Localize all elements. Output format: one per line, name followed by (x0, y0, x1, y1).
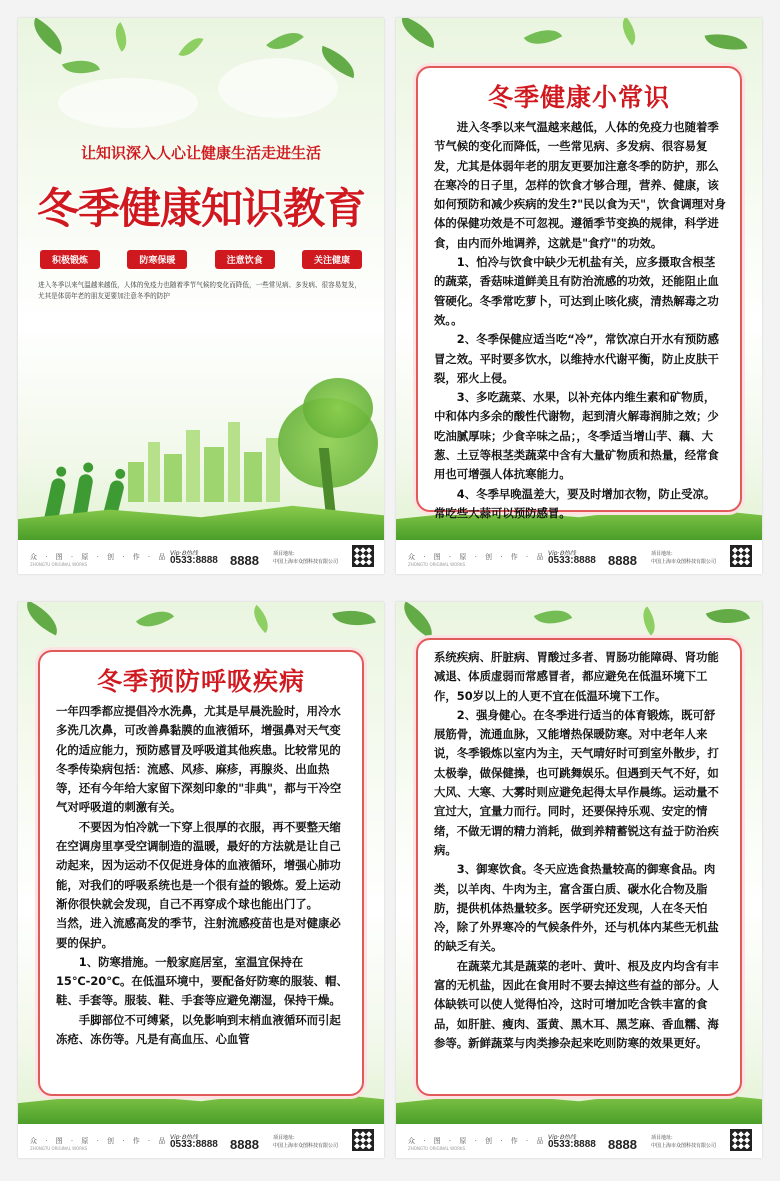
leaf-icon (636, 606, 662, 635)
card-title: 冬季预防呼吸疾病 (96, 667, 305, 696)
leaf-icon (615, 18, 642, 45)
poster-title: 冬季健康知识教育 (36, 184, 365, 233)
card-body (418, 640, 740, 1053)
building-shape (164, 454, 182, 502)
poster-respiratory-prevention-continued (396, 602, 762, 1158)
cloud-decoration (58, 78, 198, 128)
footer (396, 1124, 762, 1158)
paragraph: 2、强身健心。在冬季进行适当的体育锻炼，既可舒展筋骨，流通血脉，又能增热保暖防寒。对中老年人来说，冬季锻炼以室内为主，天气晴好时可到室外散步，打太极拳，做保健操，也可跳舞娱乐。但遇到天气不好，如大风、大寒、大雾时则应避免起得太早作晨练。运动量不宜过大，宜量力而行。同时，还要保持乐观、安定的情绪，不做无谓的精力消耗，做到养精蓄锐这有益于防治疾病。 (434, 707, 719, 857)
qr-code-icon (352, 1129, 374, 1151)
leaf-icon (524, 21, 562, 54)
footer-tiny-text: ZHONGTU ORIGINAL WORKS (30, 562, 88, 567)
paragraph: 在蔬菜尤其是蔬菜的老叶、黄叶、根及皮内均含有丰富的无机盐，因此在食用时不要去掉这些有益的部分。人体缺铁可以使人觉得怕冷，这时可增加吃含铁丰富的食品，如肝脏、瘦肉、蛋黄、黑木耳、黑芝麻、香血糯、海参等。新鲜蔬菜与肉类掺杂起来吃则防寒的效果更好。 (434, 958, 719, 1050)
footer-phone-2: 8888 (230, 1137, 259, 1152)
leaf-icon (266, 23, 304, 59)
footer-vip-label: Vip·Ꞝ热线 (170, 550, 198, 557)
leaf-icon (20, 602, 65, 636)
footer-vip-label: Vip·Ꞝ热线 (548, 1134, 576, 1141)
cloud-decoration (218, 58, 338, 118)
card-body (40, 698, 362, 1049)
paragraph: 进入冬季以来气温越来越低，人体的免疫力也随着季节气候的变化而降低，一些常见病、多发病、很容易复发，尤其是体弱年老的朋友更要加注意冬季的防护，那么在寒冷的日子里，怎样的饮食才够合理，营养、健康，该如何预防和减少疾病的发生?"民以食为天"，饮食调理对身体的保健功效是不可忽视。遵循季节变换的规律，科学进食，由内而外地调养，这就是"食疗"的功效。 (434, 120, 726, 250)
building-shape (186, 430, 200, 502)
footer-tiny-text: ZHONGTU ORIGINAL WORKS (408, 1146, 466, 1151)
footer-vip-label: Vip·Ꞝ热线 (548, 550, 576, 557)
leaf-icon (62, 53, 100, 82)
paragraph: 一年四季都应提倡冷水洗鼻，尤其是早晨洗脸时，用冷水多洗几次鼻，可改善鼻黏膜的血液循环，增强鼻对天气变化的适应能力，预防感冒及呼吸道其他疾患。比较常见的冬季传染病包括：流感、风疹、麻疹，再腺炎、出血热等，还有今年给大家留下深刻印象的"非典"，都与干冷空气对呼吸道的刺激有关。 (56, 704, 342, 815)
qr-code-icon (352, 545, 374, 567)
leaf-icon (108, 22, 133, 52)
footer-brand: 众 · 图 · 原 · 创 · 作 · 品 (30, 1137, 169, 1145)
tag-keep-warm: 防寒保暖 (127, 250, 187, 269)
card-body (418, 114, 740, 523)
content-card (416, 638, 742, 1096)
leaf-icon (706, 602, 750, 632)
building-shape (204, 447, 224, 502)
leaf-icon (136, 602, 174, 636)
footer-vip-label: Vip·Ꞝ热线 (170, 1134, 198, 1141)
intro-text: 进入冬季以来气温越来越低，人体的免疫力也随着季节气候的变化而降低，一些常见病、多发病、很容易复发，尤其是体弱年老的朋友更要加注意冬季的防护 (38, 281, 362, 300)
footer (18, 540, 384, 574)
paragraph: 3、多吃蔬菜、水果，以补充体内维生素和矿物质，中和体内多余的酸性代谢物，起到清火解毒润肺之效；少吃油腻厚味；少食辛味之品；，冬季适当增山芋、藕、大葱、土豆等根茎类蔬菜中含有大量矿物质和热量，经常食用也可增强人体抗寒能力。 (434, 390, 719, 482)
leaf-icon (332, 603, 376, 633)
leaf-icon (705, 29, 748, 56)
footer-tiny-text: ZHONGTU ORIGINAL WORKS (30, 1146, 88, 1151)
poster-winter-health-tips (396, 18, 762, 574)
leaf-icon (396, 602, 440, 639)
content-card (416, 66, 742, 520)
paragraph: 4、冬季早晚温差大，要及时增加衣物，防止受凉。常吃些大蒜可以预防感冒。 (434, 486, 716, 520)
footer-phone-2: 8888 (230, 553, 259, 568)
building-shape (244, 452, 262, 502)
paragraph: 1、怕冷与饮食中缺少无机盐有关，应多摄取含根茎的蔬菜，香菇味道鲜美且有防治流感的功效，还能阻止血管硬化。冬季常吃萝卜，可达到止咳化痰，清热解毒之功效。。 (434, 255, 719, 327)
tag-row (40, 250, 362, 269)
tag-exercise: 积极锻炼 (40, 250, 100, 269)
footer-phone-2: 8888 (608, 553, 637, 568)
building-shape (148, 442, 160, 502)
paragraph: 不要因为怕冷就一下穿上很厚的衣服，再不要整天缩在空调房里享受空调制造的温暖，最好的方法就是让自己动起来，因为运动不仅促进身体的血液循环，增强心肺功能，对我们的呼吸系统也是一个很有益的锻炼。爱上运动渐你很快就会发现，自己不再穿成个球也能出门了。 (56, 819, 341, 911)
leaf-icon (247, 605, 275, 633)
leaf-icon (26, 18, 71, 55)
tag-health: 关注健康 (302, 250, 362, 269)
footer-phone-2: 8888 (608, 1137, 637, 1152)
paragraph: 手脚部位不可缚紧，以免影响到末梢血液循环而引起冻疮、冻伤等。凡是有高血压、心血管 (56, 1012, 341, 1047)
footer (18, 1124, 384, 1158)
footer-tiny-text: ZHONGTU ORIGINAL WORKS (408, 562, 466, 567)
leaf-icon (534, 602, 572, 632)
footer-brand: 众 · 图 · 原 · 创 · 作 · 品 (408, 553, 547, 561)
footer-address: 项目地址: 中国上海市众图科技有限公司 (651, 551, 717, 565)
footer-phone: 0533:8888 (548, 555, 596, 566)
content-card (38, 650, 364, 1096)
paragraph: 当然，进入流感高发的季节，注射流感疫苗也是对健康必要的保护。 (56, 916, 341, 950)
building-shape (128, 462, 144, 502)
qr-code-icon (730, 1129, 752, 1151)
footer-address: 项目地址: 中国上海市众图科技有限公司 (273, 551, 339, 565)
slogan: 让知识深入人心让健康生活走进生活 (80, 144, 321, 162)
footer-brand: 众 · 图 · 原 · 创 · 作 · 品 (30, 553, 169, 561)
footer-brand: 众 · 图 · 原 · 创 · 作 · 品 (408, 1137, 547, 1145)
footer-phone: 0533:8888 (548, 1139, 596, 1150)
building-shape (228, 422, 240, 502)
tag-diet: 注意饮食 (215, 250, 275, 269)
footer-address: 项目地址: 中国上海市众图科技有限公司 (651, 1135, 717, 1149)
footer-phone: 0533:8888 (170, 1139, 218, 1150)
qr-code-icon (730, 545, 752, 567)
leaf-icon (396, 18, 440, 48)
leaf-icon (178, 32, 203, 62)
card-title: 冬季健康小常识 (487, 83, 670, 112)
poster-respiratory-prevention (18, 602, 384, 1158)
paragraph: 1、防寒措施。一般家庭居室，室温宜保持在15℃-20℃。在低温环境中，要配备好防寒的服装、帽、鞋、手套等。服装、鞋、手套等应避免潮湿，保持干燥。 (56, 954, 348, 1008)
tree-icon (303, 378, 373, 438)
poster-winter-health-education (18, 18, 384, 574)
footer-phone: 0533:8888 (170, 555, 218, 566)
paragraph: 3、御寒饮食。冬天应选食热量较高的御寒食品。肉类，以羊肉、牛肉为主，富含蛋白质、碳水化合物及脂肪，提供机体热量较多。医学研究还发现，人在冬天怕冷，除了外界寒冷的气候条件外，还与机体内某些无机盐的缺乏有关。 (434, 862, 719, 954)
paragraph: 2、冬季保健应适当吃“冷”，常饮凉白开水有预防感冒之效。平时要多饮水，以维持水代谢平衡，防止皮肤干裂，邪火上侵。 (434, 332, 719, 385)
paragraph: 系统疾病、肝脏病、胃酸过多者、胃肠功能障碍、肾功能减退、体质虚弱而常感冒者，都应避免在低温环境下工作，50岁以上的人更不宜在低温环境下工作。 (434, 650, 719, 703)
footer-address: 项目地址: 中国上海市众图科技有限公司 (273, 1135, 339, 1149)
footer (396, 540, 762, 574)
